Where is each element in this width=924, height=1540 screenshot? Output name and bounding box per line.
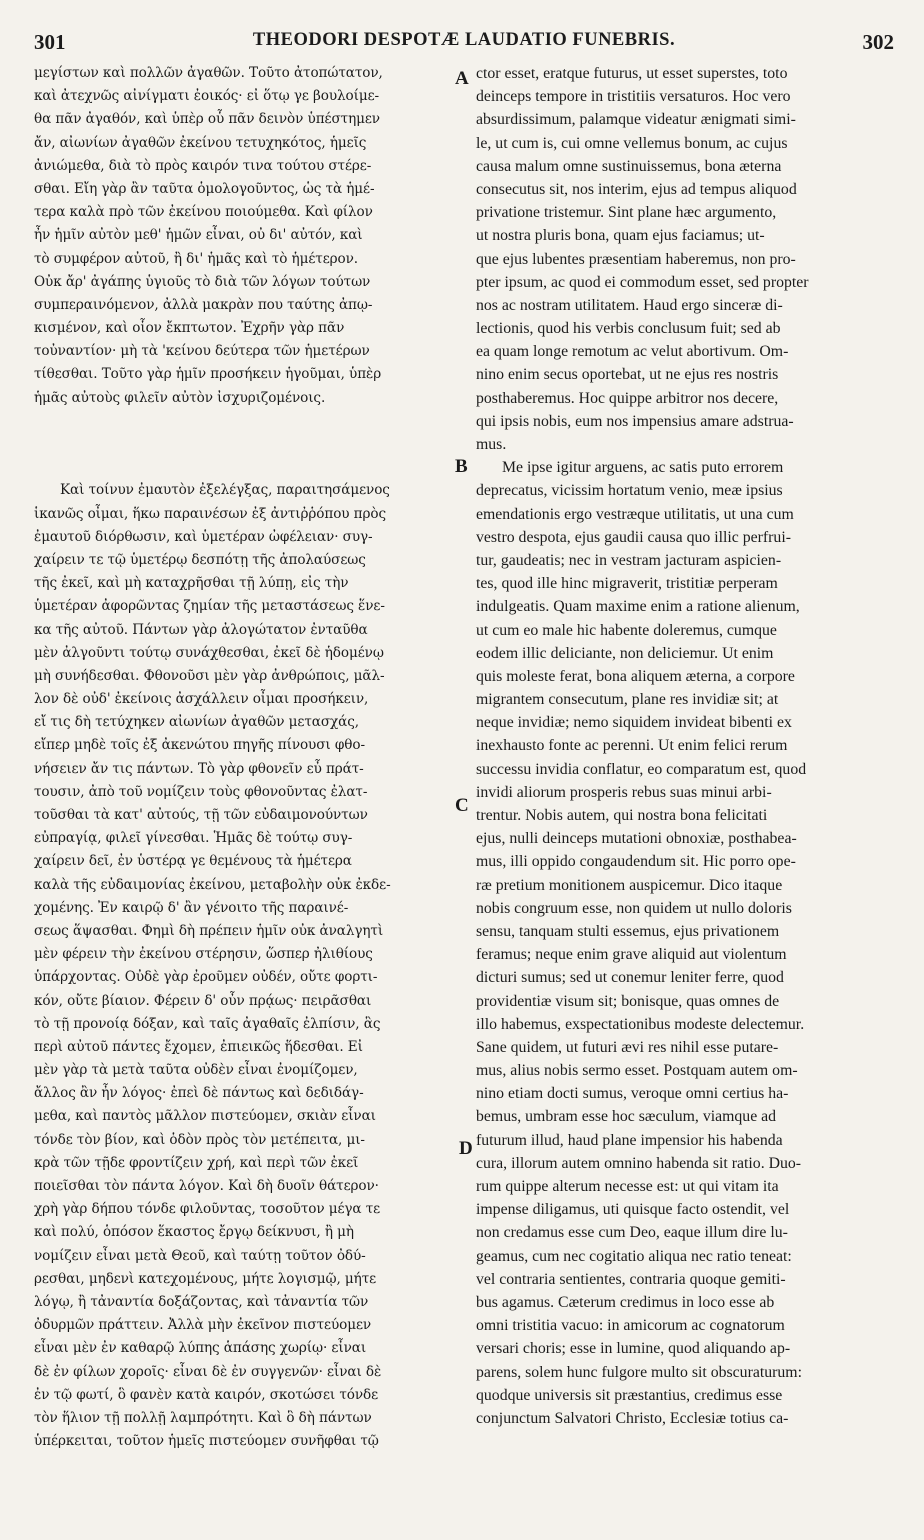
latin-text-line: non credamus esse cum Deo, eaque illum dire lu-: [476, 1224, 788, 1242]
greek-text-line: εἴπερ μηδὲ τοῖς ἐξ ἀκενώτου πηγῆς πίνουσι φθο-: [34, 737, 365, 754]
greek-text-line: τὸ συμφέρον αὐτοῦ, ἢ δι' ἡμᾶς καὶ τὸ ἡμέτερον.: [34, 250, 359, 267]
greek-column: [34, 62, 448, 1453]
greek-text-line: εὐπραγίᾳ, φιλεῖ γίνεσθαι. Ἡμᾶς δὲ τούτῳ συγ-: [34, 830, 353, 847]
greek-text-line: μεγίστων καὶ πολλῶν ἀγαθῶν. Τοῦτο ἀτοπώτατον,: [34, 65, 383, 81]
greek-text-line: κα τῆς αὐτοῦ. Πάντων γὰρ ἀλογώτατον ἐνταῦθα: [34, 621, 368, 638]
greek-text-line: ποιεῖσθαι τὸν πάντα λόγον. Καὶ δὴ δυοῖν θάτερον·: [34, 1178, 379, 1194]
page-number-left: 301: [34, 30, 66, 54]
latin-text-line: tur, gaudeatis; nec in vestram jacturam aspicien-: [476, 551, 782, 569]
greek-text-line: καὶ ἀτεχνῶς αἰνίγματι ἐοικός· εἰ ὅτῳ γε βουλοίμε-: [34, 88, 380, 105]
greek-text-line: μὲν γὰρ τὰ μετὰ ταῦτα οὐδὲν εἶναι ἐνομίζομεν,: [34, 1062, 358, 1079]
greek-text-line: τόνδε τὸν βίον, καὶ ὁδὸν πρὸς τὸν μετέπειτα, μι-: [34, 1131, 365, 1148]
greek-text-line: χρὴ γὰρ δήπου τόνδε φιλοῦντας, τοσοῦτον μέγα τε: [34, 1201, 381, 1218]
page-header: [34, 30, 894, 58]
greek-text-line: τουσιν, ἀπὸ τοῦ νομίζειν τοὺς φθονοῦντας ἐλατ-: [34, 783, 368, 800]
latin-text-line: migrantem consecutum, plane res invidiæ sit; at: [476, 691, 779, 709]
greek-text-line: ὑπέρκειται, τοῦτον ἡμεῖς πιστεύομεν συνῆφθαι τῷ: [34, 1433, 379, 1450]
latin-text-line: trentur. Nobis autem, qui nostra bona felicitati: [476, 807, 768, 824]
greek-text-line: Οὐκ ἄρ' ἀγάπης ὑγιοῦς τὸ διὰ τῶν λόγων τούτων: [34, 273, 371, 290]
section-marker-c: C: [455, 795, 469, 816]
latin-text-line: rum quippe alterum necesse est: ut qui vitam ita: [476, 1178, 779, 1195]
section-marker-a: A: [455, 68, 469, 89]
latin-text-line: ctor esset, eratque futurus, ut esset superstes, toto: [476, 65, 788, 82]
greek-text-line: νομίζειν εἶναι μετὰ Θεοῦ, καὶ ταύτῃ τοῦτον ὀδύ-: [34, 1247, 366, 1264]
greek-text-line: τερα καλὰ πρὸ τῶν ἐκείνου ποιούμεθα. Καὶ φίλον: [34, 204, 373, 221]
latin-text-line: ejus, nulli deinceps mutationi obnoxiæ, posthabea-: [476, 830, 797, 848]
latin-text-line: le, ut cum is, cui omne vellemus bonum, ac cujus: [476, 134, 788, 152]
latin-text-line: conjunctum Salvatori Christo, Ecclesiæ totius ca-: [476, 1409, 789, 1427]
latin-text-line: parens, solem hunc fulgore multo sit obscuraturum:: [476, 1363, 802, 1381]
latin-text-line: mus.: [476, 436, 507, 453]
greek-text-line: χομένης. Ἐν καιρῷ δ' ἂν γένοιτο τῆς παραινέ-: [34, 899, 349, 916]
latin-text-line: quodque universis sit præstantius, credimus esse: [476, 1386, 783, 1404]
latin-text-line: omni tristitia vacuo: in amicorum ac cognatorum: [476, 1317, 785, 1335]
latin-text-line: mus, alius nobis sermo esset. Postquam autem om-: [476, 1062, 798, 1080]
latin-text-line: nos ac nostram utilitatem. Haud ergo sinceræ di-: [476, 296, 783, 314]
latin-text-line: cura, illorum autem omnino habenda sit ratio. Duo-: [476, 1154, 802, 1172]
latin-text-line: qui ipsis nobis, eum nos impensius amare adstrua-: [476, 412, 794, 430]
latin-text-line: indulgeatis. Quam maxime enim a ratione alienum,: [476, 598, 800, 616]
greek-text-line: ὑπάρχοντας. Οὐδὲ γὰρ ἐροῦμεν οὐδέν, οὔτε φορτι-: [34, 969, 378, 986]
greek-text-line: μὲν φέρειν τὴν ἐκείνου στέρησιν, ὥσπερ ἠλιθίους: [34, 946, 373, 963]
greek-text-line: τὸν ἥλιον τῇ πολλῇ λαμπρότητι. Καὶ ὃ δὴ πάντων: [34, 1409, 372, 1426]
greek-text-line: μεθα, καὶ παντὸς μᾶλλον πιστεύομεν, σκιὰν εἶναι: [34, 1108, 376, 1125]
greek-text-line: ὑμετέραν ἀφορῶντας ζημίαν τῆς μεταστάσεως ἕνε-: [34, 598, 385, 615]
latin-text-line: impense diligamus, uti quisque facto ostendit, vel: [476, 1201, 790, 1219]
greek-text-line: σεως ἅψασθαι. Φημὶ δὴ πρέπειν ἡμῖν οὐκ ἀναλγητὶ: [34, 922, 384, 939]
greek-text-line: συμπεραινόμενον, ἀλλὰ μακρὰν που ταύτης ἀπῳ-: [34, 296, 373, 313]
greek-text-line: ἀνιώμεθα, διὰ τὸ πρὸς καιρόν τινα τούτου στέρε-: [34, 157, 372, 174]
latin-text-line: nobis congruum esse, non quidem ut nullo doloris: [476, 899, 792, 917]
latin-text-line: bemus, umbram esse hoc sæculum, viamque ad: [476, 1108, 777, 1126]
latin-text-line: nino etiam docti sumus, veroque omni certius ha-: [476, 1085, 789, 1103]
latin-text-line: ea quam longe remotum ac velut abortivum. Om-: [476, 343, 789, 361]
latin-text-line: emendationis ergo vestræque utilitatis, ut una cum: [476, 505, 794, 523]
latin-text-line: successu invidia conflatur, eo comparatum est, quod: [476, 760, 807, 778]
greek-text-line: δὲ ἐν φίλων χοροῖς· εἶναι δὲ ἐν συγγενῶν· εἶναι δὲ: [34, 1363, 382, 1380]
running-title: THEODORI DESPOTÆ LAUDATIO FUNEBRIS.: [252, 30, 676, 50]
latin-text-line: inexhausto fonte ac perenni. Ut enim felici rerum: [476, 737, 788, 755]
greek-text-line: λον δὲ οὐδ' ἐκείνοις ἀσχάλλειν οἶμαι προσήκειν,: [34, 691, 369, 708]
latin-column: [476, 62, 890, 1430]
latin-text-line: illo habemus, exspectationibus modeste delectemur.: [476, 1015, 805, 1033]
section-marker-d: D: [459, 1138, 473, 1159]
latin-text-line: providentiæ visum sit; bonisque, quas omnes de: [476, 992, 780, 1010]
greek-text-line: περὶ αὐτοῦ πάντες ἔχομεν, ἐπιεικῶς ἥδεσθαι. Εἰ: [34, 1038, 363, 1055]
latin-text-line: consecutus sit, nos interim, ejus ad tempus aliquod: [476, 180, 797, 198]
greek-text-line: καλὰ τῆς εὐδαιμονίας ἐκείνου, μεταβολὴν οὐκ ἐκδε-: [34, 876, 391, 893]
greek-text-line: ἄν, αἰωνίων ἀγαθῶν ἐκείνου τετυχηκότος, ἡμεῖς: [34, 134, 367, 151]
latin-text-line: pter ipsum, ac quod ei commodum esset, sed propter: [476, 273, 809, 291]
greek-text-line: μὴ συνήδεσθαι. Φθονοῦσι μὲν γὰρ ἀνθρώποις, μᾶλ-: [34, 667, 385, 684]
latin-text-line: quis moleste ferat, bona aliquem æterna, a corpore: [476, 667, 795, 685]
greek-text-line: ἄλλος ἂν ἦν λόγος· ἐπεὶ δὲ πάντως καὶ δεδιδάγ-: [34, 1085, 364, 1102]
greek-text-line: εἶναι μὲν ἐν καθαρῷ λύπης ἁπάσης χωρίῳ· εἶναι: [34, 1340, 367, 1357]
latin-text-line: neque invidiæ; nemo siquidem invideat bibenti ex: [476, 714, 792, 732]
latin-text-line: que ejus lubentes præsentiam haberemus, non pro-: [476, 250, 796, 268]
greek-text-line: τοὐναντίον· μὴ τὰ 'κείνου δεύτερα τῶν ἡμετέρων: [34, 343, 370, 360]
greek-text-line: ἐν τῷ φωτί, ὃ φανὲν κατὰ καιρόν, σκοτώσει τόνδε: [34, 1386, 379, 1403]
greek-text-line: κόν, οὔτε βίαιον. Φέρειν δ' οὖν πρᾴως· πειρᾶσθαι: [34, 992, 372, 1009]
latin-text-line: causa malum omne sustinuissemus, bona æterna: [476, 157, 782, 175]
greek-text-line: μὲν ἀλγοῦντι τούτῳ συνάχθεσθαι, ἐκεῖ δὲ ἡδομένῳ: [34, 644, 384, 661]
latin-text-line: tes, quod ille hinc migraverit, tristitiæ perperam: [476, 575, 778, 593]
latin-text-line: lectionis, quod his verbis conclusum fuit; sed ab: [476, 320, 781, 338]
latin-text-line: absurdissimum, palamque videatur ænigmati simi-: [476, 111, 796, 129]
greek-text-line: ἐμαυτοῦ διόρθωσιν, καὶ ὑμετέραν ὠφέλειαν· συγ-: [34, 528, 373, 545]
latin-text-line: sensu, tanquam stulti essemus, ejus privationem: [476, 922, 780, 940]
latin-text-line: ut cum eo male hic habente doleremus, cumque: [476, 621, 777, 639]
greek-text-line: τίθεσθαι. Τοῦτο γὰρ ἡμῖν προσήκειν ἡγοῦμαι, ὑπὲρ: [34, 366, 382, 383]
greek-text-line: τῆς ἐκεῖ, καὶ μὴ καταχρῆσθαι τῇ λύπῃ, εἰς τὴν: [34, 575, 349, 592]
greek-text-line: ἦν ἡμῖν αὐτὸν μεθ' ἡμῶν εἶναι, οὐ δι' αὐτόν, καὶ: [34, 227, 363, 244]
greek-text-line: εἴ τις δὴ τετύχηκεν αἰωνίων ἀγαθῶν μετασχάς,: [34, 714, 359, 731]
greek-text-line: κισμένον, καὶ οἷον ἔκπτωτον. Ἐχρῆν γὰρ πᾶν: [34, 320, 345, 337]
latin-text-line: Me ipse igitur arguens, ac satis puto errorem: [502, 459, 784, 477]
latin-text-line: deinceps tempore in tristitiis versaturos. Hoc vero: [476, 88, 791, 106]
latin-text-line: vestro despota, ejus gaudii causa quo illic perfrui-: [476, 528, 791, 546]
greek-text-line: χαίρειν δεῖ, ἐν ὑστέρᾳ γε θεμένους τὰ ἡμέτερα: [34, 853, 352, 870]
latin-text-line: futurum illud, haud plane impensior his habenda: [476, 1131, 783, 1149]
latin-text-line: deprecatus, vicissim hortatum venio, meæ ipsius: [476, 482, 783, 500]
greek-text-line: ἡμᾶς αὐτοὺς φιλεῖν αὐτὸν ἰσχυριζομένοις.: [34, 389, 326, 406]
greek-text-line: νήσειεν ἄν τις πάντων. Τὸ γὰρ φθονεῖν εὖ πράτ-: [34, 760, 364, 777]
latin-text-line: vel contraria sentientes, contraria quoque gemiti-: [476, 1270, 786, 1288]
greek-text-line: θα πᾶν ἀγαθόν, καὶ ὑπὲρ οὗ πᾶν δεινὸν ὑπέστημεν: [34, 111, 380, 128]
greek-text-line: καὶ πολύ, ὁπόσον ἕκαστος ἔργῳ δείκνυσι, ἢ μὴ: [34, 1224, 354, 1241]
latin-text-line: Sane quidem, ut futuri ævi res nihil esse putare-: [476, 1038, 779, 1056]
greek-text-line: κρὰ τῶν τῇδε φροντίζειν χρή, καὶ περὶ τῶν ἐκεῖ: [34, 1154, 359, 1171]
latin-text-line: versari choris; esse in lumine, quod aliquando ap-: [476, 1340, 791, 1358]
greek-text-line: τὸ τῇ προνοίᾳ δόξαν, καὶ ταῖς ἀγαθαῖς ἐλπίσιν, ἃς: [34, 1015, 381, 1032]
latin-text-line: geamus, cum nec cogitatio aliqua nec ratio teneat:: [476, 1247, 792, 1265]
latin-text-line: ræ pretium monitionem auspicemur. Dico itaque: [476, 876, 783, 894]
latin-text-line: nino enim secus oportebat, ut ne ejus res nostris: [476, 366, 779, 384]
latin-text-line: posthaberemus. Hoc quippe arbitror nos decere,: [476, 389, 779, 407]
paragraph-gap: [34, 456, 448, 479]
latin-text-line: privatione tristemur. Sint plane hæc argumento,: [476, 204, 777, 222]
greek-text-line: ὀδυρμῶν πράττειν. Ἀλλὰ μὴν ἐκεῖνον πιστεύομεν: [34, 1317, 372, 1334]
latin-text-line: dicturi sumus; sed ut conemur leniter ferre, quod: [476, 969, 784, 987]
page-number-right: 302: [862, 30, 894, 54]
greek-text-line: Καὶ τοίνυν ἐμαυτὸν ἐξελέγξας, παραιτησάμενος: [60, 482, 390, 499]
greek-text-line: σθαι. Εἴη γὰρ ἂν ταῦτα ὁμολογοῦντος, ὡς τὰ ἡμέ-: [34, 180, 375, 197]
greek-text-line: ρεσθαι, μηδενὶ κατεχομένους, μήτε λογισμῷ, μήτε: [34, 1270, 377, 1287]
paragraph-gap: [34, 433, 448, 456]
greek-text-line: λόγῳ, ἢ τἀναντία δοξάζοντας, καὶ τἀναντία τῶν: [34, 1293, 369, 1310]
latin-text-line: feramus; neque enim grave aliquid aut violentum: [476, 946, 787, 964]
latin-text-line: bus agamus. Cæterum credimus in loco esse ab: [476, 1293, 775, 1311]
latin-text-line: mus, illi oppido congaudendum sit. Hic porro ope-: [476, 853, 796, 871]
paragraph-gap: [34, 410, 448, 433]
greek-text-line: τοῦσθαι τὰ κατ' αὐτούς, τῇ τῶν εὐδαιμονούντων: [34, 807, 368, 823]
greek-text-line: ἱκανῶς οἶμαι, ἥκω παραινέσων ἐξ ἀντιῤῥόπου πρὸς: [34, 505, 386, 522]
latin-text-line: eodem illic deliciante, non deliciemur. Ut enim: [476, 644, 774, 662]
latin-text-line: invidi aliorum prosperis rebus suas minui arbi-: [476, 783, 772, 801]
greek-text-line: χαίρειν τε τῷ ὑμετέρῳ δεσπότῃ τῆς ἀπολαύσεως: [34, 551, 366, 568]
latin-text-line: ut nostra pluris bona, quam ejus faciamus; ut-: [476, 227, 765, 245]
section-marker-b: B: [455, 456, 468, 477]
